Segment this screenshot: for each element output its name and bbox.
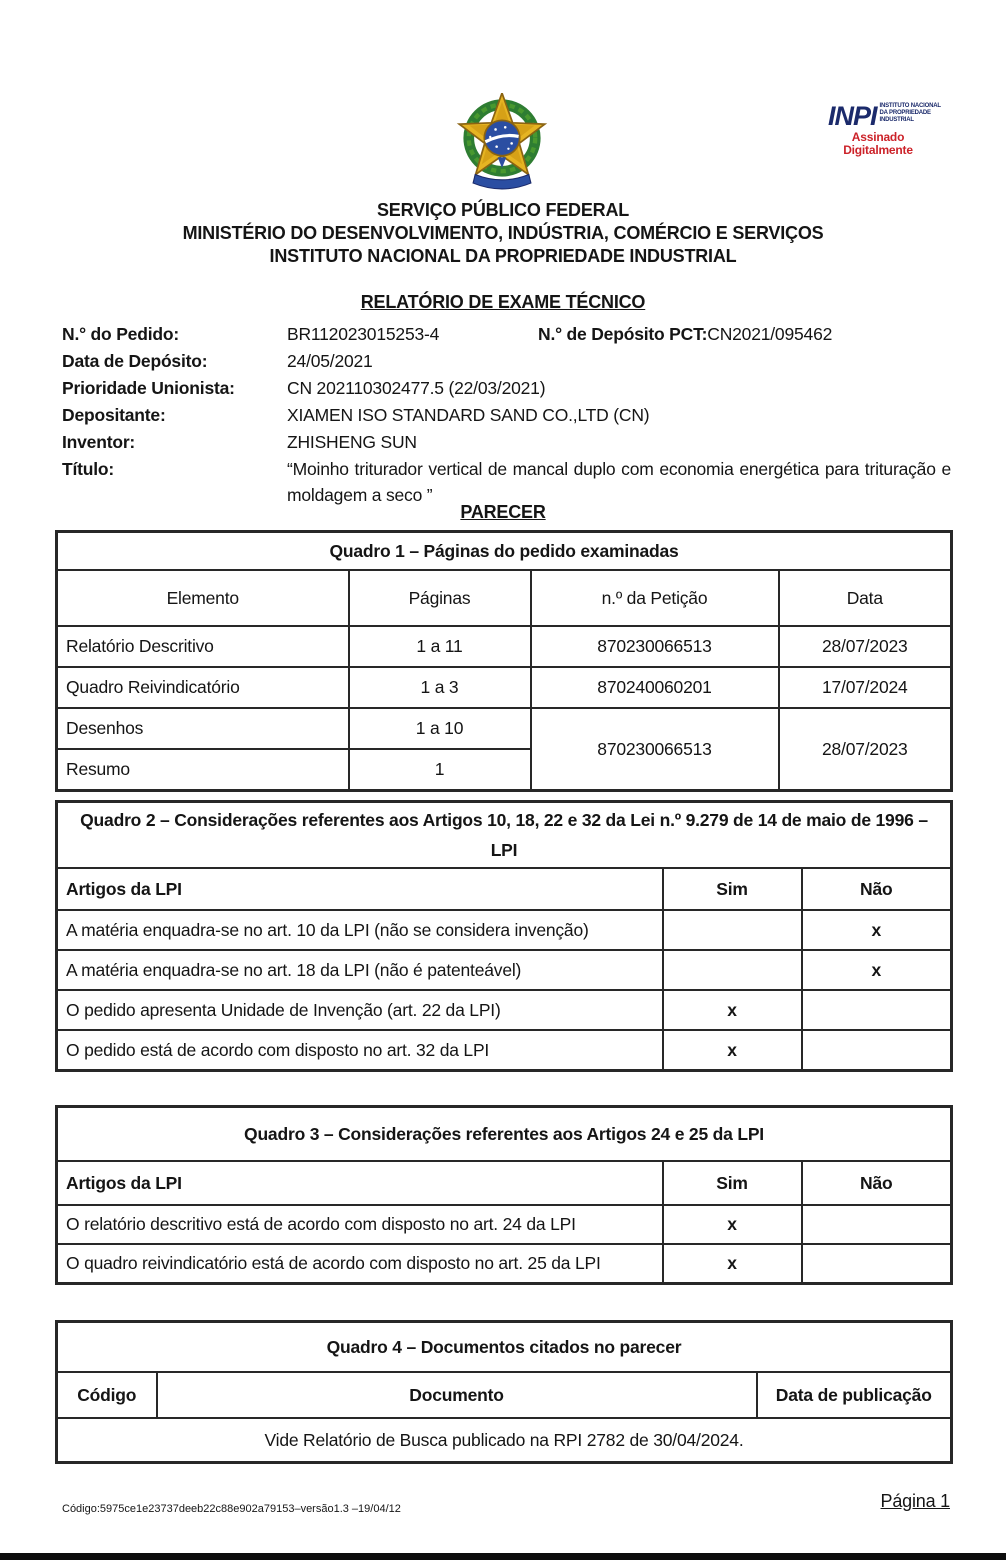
field-prioridade (62, 375, 952, 402)
parecer-heading: PARECER (460, 502, 546, 522)
col-header-nao: Não (802, 868, 952, 910)
quadro2-title-row (57, 802, 952, 869)
cell-paginas: 1 a 3 (349, 667, 531, 708)
pct-label: N.° de Depósito PCT: (538, 324, 708, 344)
cell-peticao: 870240060201 (531, 667, 779, 708)
cell-sim (663, 950, 802, 990)
inventor-label: Inventor: (62, 432, 136, 452)
cell-sim: x (663, 1244, 802, 1284)
cell-elemento: Quadro Reivindicatório (57, 667, 349, 708)
inventor-value: ZHISHENG SUN (287, 432, 417, 452)
cell-data: 17/07/2024 (779, 667, 952, 708)
brazil-coat-of-arms-icon (443, 93, 561, 202)
page-number: Página 1 (880, 1491, 950, 1511)
cell-elemento: Resumo (57, 749, 349, 791)
org-header (0, 199, 1006, 268)
field-deposito (62, 348, 952, 375)
cell-data: 28/07/2023 (779, 626, 952, 667)
cell-paginas: 1 a 11 (349, 626, 531, 667)
cell-elemento: Relatório Descritivo (57, 626, 349, 667)
field-inventor (62, 429, 952, 456)
pedido-label: N.° do Pedido: (62, 324, 179, 344)
cell-sim (663, 910, 802, 950)
org-line-3: INSTITUTO NACIONAL DA PROPRIEDADE INDUSTRIAL (269, 246, 737, 266)
cell-paginas: 1 a 10 (349, 708, 531, 749)
field-pedido (62, 321, 952, 348)
titulo-label: Título: (62, 459, 115, 479)
col-header-artigos: Artigos da LPI (57, 868, 663, 910)
quadro3-title-row (57, 1107, 952, 1162)
table-row (57, 626, 952, 667)
digital-signature-stamp: Assinado Digitalmente (843, 130, 913, 157)
inpi-caption: INSTITUTO NACIONAL DA PROPRIEDADE INDUSTRIAL (879, 103, 941, 123)
deposito-label: Data de Depósito: (62, 351, 208, 371)
cell-nao (802, 990, 952, 1030)
pedido-value: BR112023015253-4 (287, 324, 440, 344)
quadro2-table (55, 800, 953, 1072)
col-header-peticao: n.º da Petição (531, 570, 779, 626)
col-header-data-publicacao: Data de publicação (757, 1372, 952, 1418)
table-row (57, 1205, 952, 1244)
col-header-elemento: Elemento (57, 570, 349, 626)
deposito-value: 24/05/2021 (287, 351, 373, 371)
footer-document-code: Código:5975ce1e23737deeb22c88e902a79153–versão1.3 –19/04/12 (62, 1503, 401, 1515)
prioridade-label: Prioridade Unionista: (62, 378, 235, 398)
cell-artigo: O pedido apresenta Unidade de Invenção (art. 22 da LPI) (57, 990, 663, 1030)
col-header-artigos: Artigos da LPI (57, 1161, 663, 1205)
cell-sim: x (663, 990, 802, 1030)
col-header-documento: Documento (157, 1372, 757, 1418)
col-header-paginas: Páginas (349, 570, 531, 626)
pct-value: CN2021/095462 (707, 324, 833, 344)
cell-nao: x (802, 950, 952, 990)
cell-peticao-merged: 870230066513 (531, 708, 779, 791)
quadro1-title: Quadro 1 – Páginas do pedido examinadas (57, 532, 952, 571)
cell-sim: x (663, 1030, 802, 1071)
cell-artigo: A matéria enquadra-se no art. 18 da LPI (não é patenteável) (57, 950, 663, 990)
org-line-2: MINISTÉRIO DO DESENVOLVIMENTO, INDÚSTRIA, COMÉRCIO E SERVIÇOS (182, 223, 824, 243)
cell-artigo: O quadro reivindicatório está de acordo com disposto no art. 25 da LPI (57, 1244, 663, 1284)
cell-nao (802, 1244, 952, 1284)
cell-nao (802, 1030, 952, 1071)
quadro1-header-row (57, 570, 952, 626)
bibliographic-fields (62, 321, 952, 508)
quadro4-table (55, 1320, 953, 1464)
cell-nao (802, 1205, 952, 1244)
cell-artigo: O relatório descritivo está de acordo com disposto no art. 24 da LPI (57, 1205, 663, 1244)
report-title: RELATÓRIO DE EXAME TÉCNICO (360, 292, 646, 312)
col-header-sim: Sim (663, 1161, 802, 1205)
table-row (57, 1244, 952, 1284)
col-header-nao: Não (802, 1161, 952, 1205)
table-row (57, 1030, 952, 1071)
col-header-sim: Sim (663, 868, 802, 910)
depositante-label: Depositante: (62, 405, 166, 425)
quadro2-title: Quadro 2 – Considerações referentes aos Artigos 10, 18, 22 e 32 da Lei n.º 9.279 de 14 de maio de 1996 – LPI (57, 802, 952, 869)
cell-busca-note: Vide Relatório de Busca publicado na RPI 2782 de 30/04/2024. (57, 1418, 952, 1463)
table-row (57, 950, 952, 990)
table-row (57, 667, 952, 708)
quadro4-header-row (57, 1372, 952, 1418)
field-titulo (62, 456, 952, 508)
quadro3-title: Quadro 3 – Considerações referentes aos Artigos 24 e 25 da LPI (57, 1107, 952, 1162)
cell-sim: x (663, 1205, 802, 1244)
quadro4-title-row (57, 1322, 952, 1373)
scan-edge-bar (0, 1553, 1006, 1560)
cell-data-merged: 28/07/2023 (779, 708, 952, 791)
table-row (57, 910, 952, 950)
field-depositante (62, 402, 952, 429)
cell-peticao: 870230066513 (531, 626, 779, 667)
col-header-codigo: Código (57, 1372, 157, 1418)
org-line-1: SERVIÇO PÚBLICO FEDERAL (376, 200, 630, 220)
depositante-value: XIAMEN ISO STANDARD SAND CO.,LTD (CN) (287, 405, 650, 425)
prioridade-value: CN 202110302477.5 (22/03/2021) (287, 378, 546, 398)
quadro4-title: Quadro 4 – Documentos citados no parecer (57, 1322, 952, 1373)
table-row (57, 708, 952, 749)
cell-nao: x (802, 910, 952, 950)
cell-paginas: 1 (349, 749, 531, 791)
cell-elemento: Desenhos (57, 708, 349, 749)
inpi-logo (828, 103, 946, 157)
quadro3-table (55, 1105, 953, 1285)
cell-artigo: A matéria enquadra-se no art. 10 da LPI (não se considera invenção) (57, 910, 663, 950)
titulo-value: “Moinho triturador vertical de mancal duplo com economia energética para trituração e moldagem a seco ” (287, 459, 951, 505)
table-row (57, 1418, 952, 1463)
quadro2-header-row (57, 868, 952, 910)
inpi-acronym: INPI (828, 101, 877, 131)
quadro1-table (55, 530, 953, 792)
table-row (57, 990, 952, 1030)
cell-artigo: O pedido está de acordo com disposto no art. 32 da LPI (57, 1030, 663, 1071)
quadro3-header-row (57, 1161, 952, 1205)
quadro1-title-row (57, 532, 952, 571)
col-header-data: Data (779, 570, 952, 626)
